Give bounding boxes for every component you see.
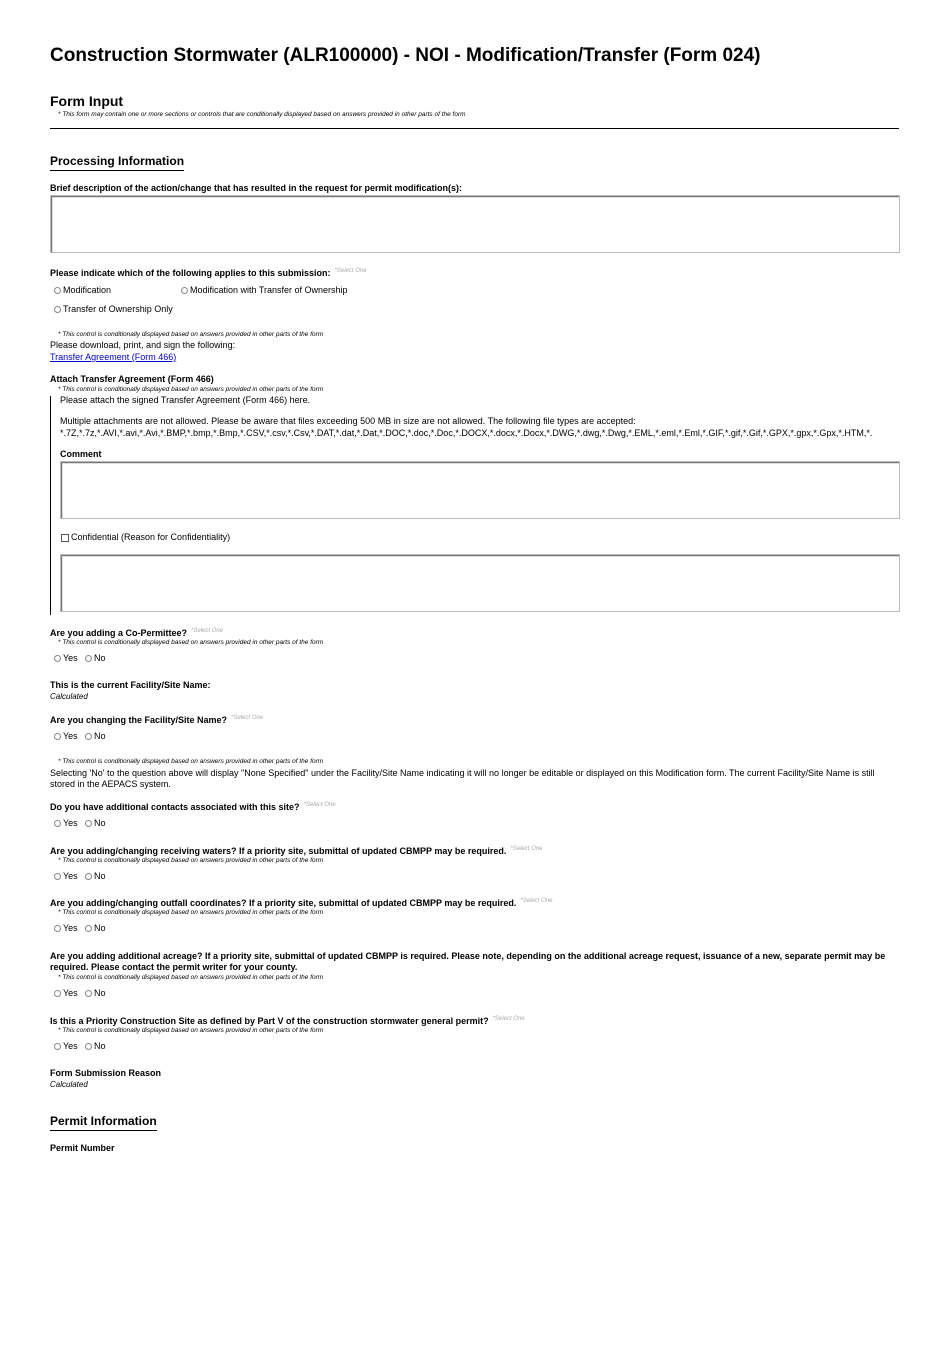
- submission-reason-value: Calculated: [50, 1080, 88, 1089]
- conditional-note: * This control is conditionally displayed based on answers provided in other parts of the form: [58, 331, 324, 338]
- contacts-question: Do you have additional contacts associated with this site? $^{*Select One}$: [50, 802, 336, 812]
- radio-icon[interactable]: [85, 873, 92, 880]
- radio-icon[interactable]: [85, 655, 92, 662]
- conditional-note: * This control is conditionally displayed based on answers provided in other parts of the form: [58, 909, 324, 916]
- radio-icon[interactable]: [54, 287, 61, 294]
- radio-icon[interactable]: [54, 820, 61, 827]
- radio-icon[interactable]: [85, 990, 92, 997]
- option-modification-transfer[interactable]: Modification with Transfer of Ownership: [181, 285, 348, 295]
- comment-label: Comment: [60, 449, 102, 459]
- priority-question: Is this a Priority Construction Site as defined by Part V of the construction stormwater general permit? $^{*Select One}$: [50, 1016, 525, 1026]
- submission-reason-label: Form Submission Reason: [50, 1068, 162, 1078]
- brief-description-textarea[interactable]: [50, 195, 900, 253]
- applies-question: [50, 268, 367, 278]
- conditional-note: * This control is conditionally displayed based on answers provided in other parts of the form: [58, 857, 324, 864]
- changing-site-yes[interactable]: Yes: [54, 731, 78, 741]
- permit-number-label: Permit Number: [50, 1143, 115, 1153]
- co-permittee-question: Are you adding a Co-Permittee? $^{*Select One}$: [50, 628, 224, 638]
- page-title: Construction Stormwater (ALR100000) - NOI - Modification/Transfer (Form 024): [50, 45, 761, 66]
- attach-instruction: Please attach the signed Transfer Agreement (Form 466) here.: [60, 395, 311, 405]
- attach-rules: Multiple attachments are not allowed. Please be aware that files exceeding 500 MB in size are not allowed. The following file types are accepted:: [60, 416, 636, 426]
- receiving-waters-yes[interactable]: Yes: [54, 871, 78, 881]
- radio-icon[interactable]: [54, 990, 61, 997]
- selecting-no-text: Selecting 'No' to the question above will display "None Specified" under the Facility/Site Name indicating it will no longer be editable or displayed on this Modification form. The current Facility/Site Name is still stored in the AEPACS system.: [50, 768, 875, 789]
- radio-icon[interactable]: [85, 820, 92, 827]
- conditional-note: * This control is conditionally displayed based on answers provided in other parts of the form: [58, 386, 324, 393]
- radio-icon[interactable]: [85, 1043, 92, 1050]
- conditional-note: * This control is conditionally displayed based on answers provided in other parts of the form: [58, 974, 324, 981]
- comment-textarea[interactable]: [60, 461, 900, 519]
- co-permittee-yes[interactable]: Yes: [54, 653, 78, 663]
- divider: [50, 128, 899, 129]
- receiving-waters-no[interactable]: No: [85, 871, 106, 881]
- current-site-label: This is the current Facility/Site Name:: [50, 680, 211, 690]
- processing-heading: Processing Information: [50, 154, 184, 171]
- file-types: *.7Z,*.7z,*.AVI,*.avi,*.Avi,*.BMP,*.bmp,*.Bmp,*.CSV,*.csv,*.Csv,*.DAT,*.dat,*.Dat,*.DOC,*.doc,*.Doc,*.DOCX,*.docx,*.Docx,*.DWG,*.dwg,*.Dwg,*.EML,*.eml,*.Eml,*.GIF,*.gif,*.Gif,*.GPX,*.gpx,*.Gpx,*.HTM,*.: [60, 428, 873, 438]
- radio-icon[interactable]: [54, 733, 61, 740]
- radio-icon[interactable]: [54, 306, 61, 313]
- contacts-yes[interactable]: Yes: [54, 818, 78, 828]
- priority-yes[interactable]: Yes: [54, 1041, 78, 1051]
- radio-icon[interactable]: [85, 733, 92, 740]
- priority-no[interactable]: No: [85, 1041, 106, 1051]
- radio-icon[interactable]: [54, 873, 61, 880]
- acreage-yes[interactable]: Yes: [54, 988, 78, 998]
- contacts-no[interactable]: No: [85, 818, 106, 828]
- option-transfer-only[interactable]: Transfer of Ownership Only: [54, 304, 173, 314]
- brief-description-label: Brief description of the action/change that has resulted in the request for permit modification(s):: [50, 183, 463, 193]
- radio-icon[interactable]: [54, 925, 61, 932]
- transfer-agreement-link[interactable]: Transfer Agreement (Form 466): [50, 352, 177, 362]
- applies-label: Please indicate which of the following applies to this submission:: [50, 268, 331, 278]
- form-input-heading: Form Input: [50, 93, 124, 109]
- co-permittee-no[interactable]: No: [85, 653, 106, 663]
- outfall-no[interactable]: No: [85, 923, 106, 933]
- receiving-waters-question: Are you adding/changing receiving waters? If a priority site, submittal of updated CBMPP may be required. $^{*Select One}$: [50, 846, 543, 856]
- radio-icon[interactable]: [54, 655, 61, 662]
- attach-label: Attach Transfer Agreement (Form 466): [50, 374, 214, 384]
- changing-site-question: Are you changing the Facility/Site Name? $^{*Select One}$: [50, 715, 264, 725]
- outfall-question: Are you adding/changing outfall coordinates? If a priority site, submittal of updated CBMPP may be required. $^{*Select One}$: [50, 898, 553, 908]
- radio-icon[interactable]: [181, 287, 188, 294]
- radio-icon[interactable]: [54, 1043, 61, 1050]
- changing-site-no[interactable]: No: [85, 731, 106, 741]
- download-text: Please download, print, and sign the following:: [50, 340, 236, 350]
- select-one-hint: *Select One: [334, 268, 367, 274]
- form-input-note: * This form may contain one or more sections or controls that are conditionally displayed based on answers provided in other parts of the form: [58, 111, 466, 118]
- confidential-reason-textarea[interactable]: [60, 554, 900, 612]
- attachment-section-border: [50, 396, 51, 615]
- confidential-checkbox[interactable]: Confidential (Reason for Confidentiality): [61, 532, 230, 542]
- acreage-no[interactable]: No: [85, 988, 106, 998]
- acreage-question: Are you adding additional acreage? If a priority site, submittal of updated CBMPP is required. Please note, depending on the additional acreage request, issuance of a new, separate permit may be required. Please contact the permit writer for your county.: [50, 951, 886, 972]
- current-site-value: Calculated: [50, 692, 88, 701]
- permit-heading: Permit Information: [50, 1114, 157, 1131]
- option-modification[interactable]: Modification: [54, 285, 111, 295]
- radio-icon[interactable]: [85, 925, 92, 932]
- conditional-note: * This control is conditionally displayed based on answers provided in other parts of the form: [58, 1027, 324, 1034]
- checkbox-icon[interactable]: [61, 534, 69, 542]
- outfall-yes[interactable]: Yes: [54, 923, 78, 933]
- conditional-note: * This control is conditionally displayed based on answers provided in other parts of the form: [58, 639, 324, 646]
- conditional-note: * This control is conditionally displayed based on answers provided in other parts of the form: [58, 758, 324, 765]
